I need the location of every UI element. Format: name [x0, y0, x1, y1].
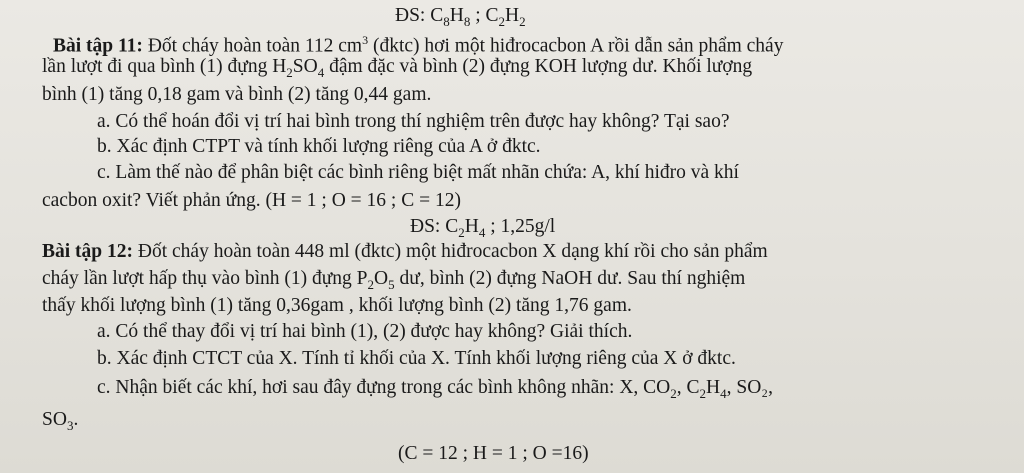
- exercise-11-part-c: c. Làm thế nào để phân biệt các bình riêng biệt mất nhãn chứa: A, khí hiđro và khí: [97, 162, 739, 183]
- exercise-12-part-a: a. Có thể thay đổi vị trí hai bình (1), (2) được hay không? Giải thích.: [97, 321, 633, 342]
- exercise-12-part-b: b. Xác định CTCT của X. Tính tỉ khối của X. Tính khối lượng riêng của X ở đktc.: [97, 348, 736, 369]
- exercise-11-heading: Bài tập 11: Đốt cháy hoàn toàn 112 $cm^3$ (đktc) hơi một hiđrocacbon A rồi dẫn sản phẩm cháy: [53, 33, 784, 57]
- exercise-11-line-2: lần lượt đi qua bình (1) đựng $H_2SO_4$ đậm đặc và bình (2) đựng KOH lượng dư. Khối lượng: [42, 56, 753, 80]
- answer-11: ĐS: $C_2H_4$ ; 1,25g/l: [410, 216, 556, 240]
- exercise-12-part-c-cont: $SO_3$.: [42, 409, 79, 433]
- exercise-11-part-a: a. Có thể hoán đổi vị trí hai bình trong thí nghiệm trên được hay không? Tại sao?: [97, 111, 730, 132]
- exercise-11-part-b: b. Xác định CTPT và tính khối lượng riêng của A ở đktc.: [97, 136, 541, 157]
- exercise-12-heading: Bài tập 12: Đốt cháy hoàn toàn 448 ml (đktc) một hiđrocacbon X dạng khí rồi cho sản phẩm: [42, 241, 768, 262]
- atomic-masses-12: (C = 12 ; H = 1 ; O =16): [398, 443, 589, 464]
- exercise-11-line-3: bình (1) tăng 0,18 gam và bình (2) tăng 0,44 gam.: [42, 84, 432, 105]
- exercise-12-part-c: c. Nhận biết các khí, hơi sau đây đựng trong các bình không nhãn: X, $CO_2$, $C_2H_4$, SO₂,: [97, 377, 773, 401]
- exercise-12-line-2: cháy lần lượt hấp thụ vào bình (1) đựng $P_2O_5$ dư, bình (2) đựng NaOH dư. Sau thí nghiệm: [42, 268, 746, 292]
- exercise-12-line-3: thấy khối lượng bình (1) tăng 0,36gam , khối lượng bình (2) tăng 1,76 gam.: [42, 295, 632, 316]
- answer-10: ĐS: $C_8H_8$ ; $C_2H_2$: [395, 5, 526, 29]
- exercise-11-part-c-cont: cacbon oxit? Viết phản ứng. (H = 1 ; O = 16 ; C = 12): [42, 190, 461, 211]
